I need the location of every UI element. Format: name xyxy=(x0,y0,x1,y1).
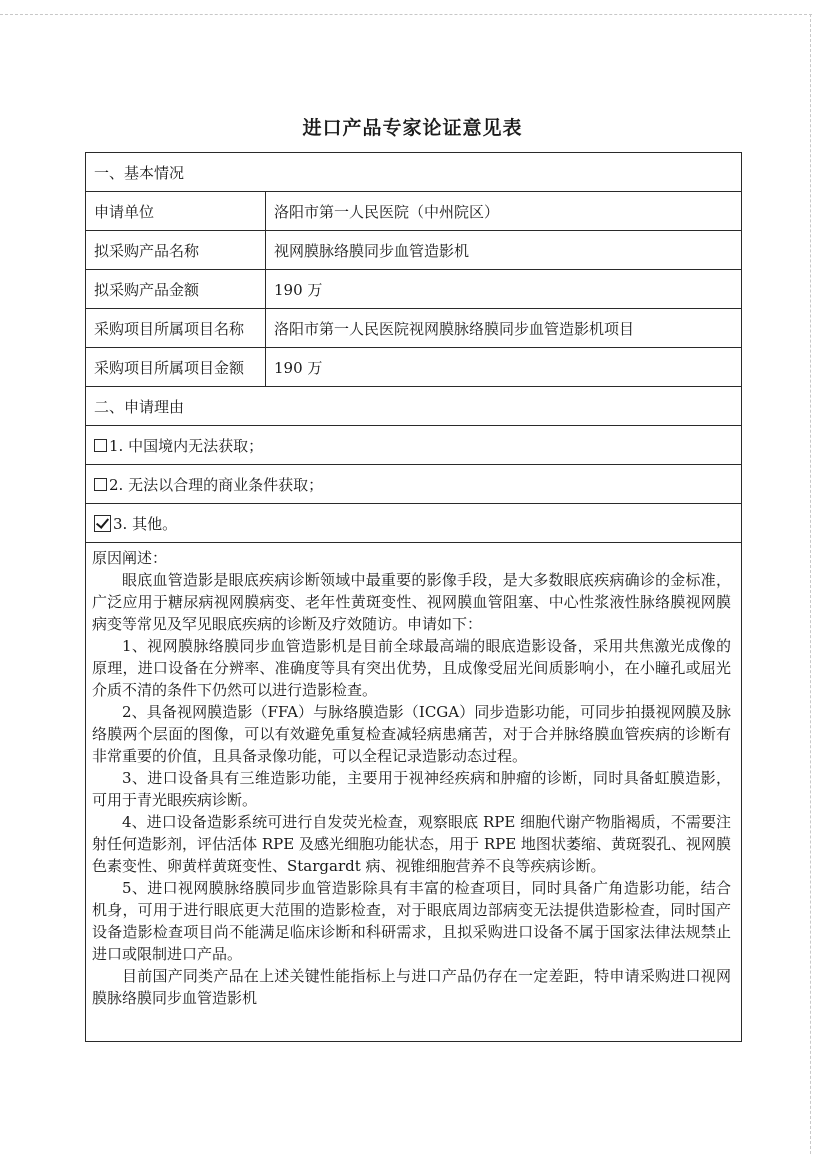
document-title: 进口产品专家论证意见表 xyxy=(302,117,523,139)
option-row-2 xyxy=(86,465,742,504)
option-row-3 xyxy=(86,504,742,543)
product-amount-row xyxy=(86,270,742,309)
project-name-row xyxy=(86,309,742,348)
reason-paragraph-5: 5、进口视网膜脉络膜同步血管造影除具有丰富的检查项目，同时具备广角造影功能，结合机身，可用于进行眼底更大范围的造影检查，对于眼底周边部病变无法提供造影检查，同时国产设备造影检查项目尚不能满足临床诊断和科研需求，且拟采购进口设备不属于国家法律法规禁止进口或限制进口产品。 xyxy=(92,879,732,963)
product-name-label: 拟采购产品名称 xyxy=(86,231,266,270)
project-name-label: 采购项目所属项目名称 xyxy=(86,309,266,348)
project-amount-row xyxy=(86,348,742,387)
reason-paragraph-3: 3、进口设备具有三维造影功能，主要用于视神经疾病和肿瘤的诊断，同时具备虹膜造影，可用于青光眼疾病诊断。 xyxy=(92,769,732,809)
reason-paragraph-4: 4、进口设备造影系统可进行自发荧光检查，观察眼底 RPE 细胞代谢产物脂褐质，不需要注射任何造影剂，评估活体 RPE 及感光细胞功能状态，用于 RPE 地图状萎缩、黄斑裂孔、视网膜色素变性、卵黄样黄斑变性、Stargardt 病、视锥细胞营养不良等疾病诊断。 xyxy=(92,813,732,875)
applicant-value: 洛阳市第一人民医院（中州院区） xyxy=(266,192,742,231)
reason-paragraph-intro: 眼底血管造影是眼底疾病诊断领域中最重要的影像手段，是大多数眼底疾病确诊的金标准，广泛应用于糖尿病视网膜病变、老年性黄斑变性、视网膜血管阻塞、中心性浆液性脉络膜视网膜病变等常见及罕见眼底疾病的诊断及疗效随访。申请如下： xyxy=(92,571,732,633)
expert-opinion-form xyxy=(85,152,742,1042)
option-label-1: 1. 中国境内无法获取； xyxy=(109,436,264,455)
reason-paragraph-2: 2、具备视网膜造影（FFA）与脉络膜造影（ICGA）同步造影功能，可同步拍摄视网膜及脉络膜两个层面的图像，可以有效避免重复检查减轻病患痛苦，对于合并脉络膜血管疾病的诊断有非常重要的价值，且具备录像功能，可以全程记录造影动态过程。 xyxy=(92,703,732,765)
product-name-row xyxy=(86,231,742,270)
section1-heading: 一、基本情况 xyxy=(86,153,742,192)
project-amount-label: 采购项目所属项目金额 xyxy=(86,348,266,387)
option-label-2: 2. 无法以合理的商业条件获取； xyxy=(109,475,324,494)
reason-paragraph-1: 1、视网膜脉络膜同步血管造影机是目前全球最高端的眼底造影设备，采用共焦激光成像的原理，进口设备在分辨率、准确度等具有突出优势，且成像受屈光间质影响小，在小瞳孔或屈光介质不清的条件下仍然可以进行造影检查。 xyxy=(92,637,732,699)
section1-heading-row xyxy=(86,153,742,192)
reason-heading: 原因阐述： xyxy=(92,549,168,567)
project-amount-value: 190 万 xyxy=(266,348,742,387)
scan-edge-top xyxy=(0,14,812,15)
unchecked-checkbox-icon[interactable] xyxy=(94,439,107,452)
option-label-3: 3. 其他。 xyxy=(113,514,178,533)
reason-cell xyxy=(86,543,742,1042)
product-amount-value: 190 万 xyxy=(266,270,742,309)
scan-edge-right xyxy=(810,14,811,1154)
reason-paragraph-conclusion: 目前国产同类产品在上述关键性能指标上与进口产品仍存在一定差距，特申请采购进口视网膜脉络膜同步血管造影机 xyxy=(92,967,732,1007)
section2-heading: 二、申请理由 xyxy=(86,387,742,426)
section2-heading-row xyxy=(86,387,742,426)
project-name-value: 洛阳市第一人民医院视网膜脉络膜同步血管造影机项目 xyxy=(266,309,742,348)
product-amount-label: 拟采购产品金额 xyxy=(86,270,266,309)
checked-checkbox-icon[interactable] xyxy=(94,515,111,532)
product-name-value: 视网膜脉络膜同步血管造影机 xyxy=(266,231,742,270)
applicant-label: 申请单位 xyxy=(86,192,266,231)
unchecked-checkbox-icon[interactable] xyxy=(94,478,107,491)
applicant-row xyxy=(86,192,742,231)
option-row-1 xyxy=(86,426,742,465)
reason-row xyxy=(86,543,742,1042)
